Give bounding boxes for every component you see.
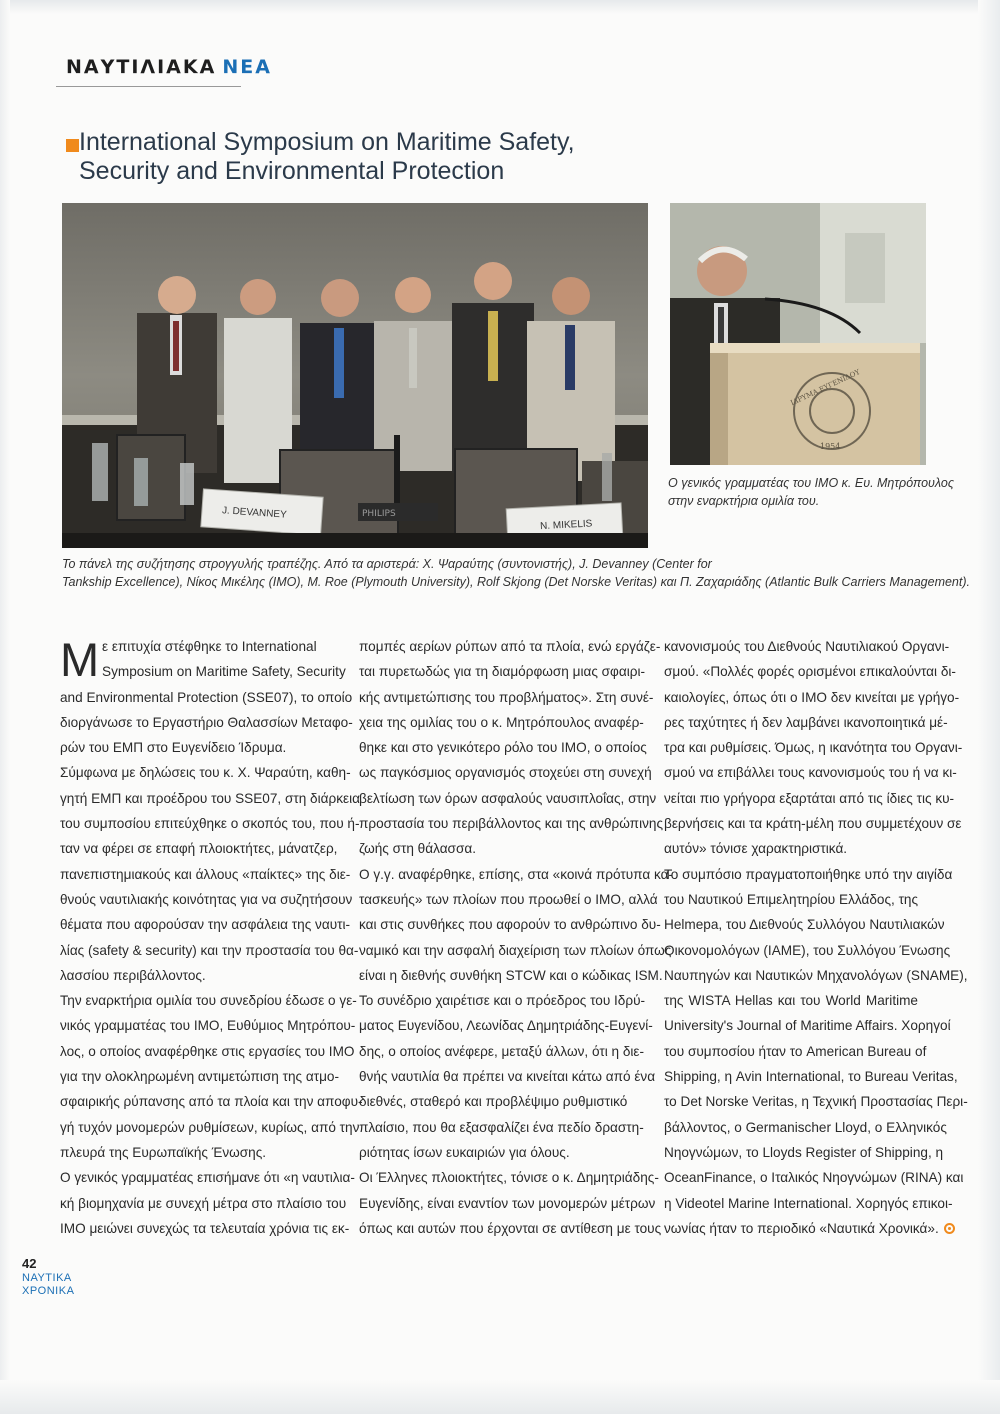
text-line: Το συμπόσιο πραγματοποιήθηκε υπό την αιγίδα	[664, 866, 953, 882]
text-line: ως παγκόσμιος οργανισμός στοχεύει στη συνεχή	[359, 765, 652, 781]
body-column-3	[664, 634, 968, 1241]
text-line: γή τυχόν μονομερών ρυθμίσεων, κυρίως, από την	[60, 1119, 360, 1135]
magazine-name-line1: ΝΑΥΤΙΚΑ	[22, 1272, 72, 1284]
speaker-caption-line1: Ο γενικός γραμματέας του ΙΜΟ κ. Ευ. Μητρόπουλος	[668, 476, 954, 490]
article-end-icon	[944, 1223, 955, 1234]
text-line: Symposium on Maritime Safety, Security	[102, 664, 346, 680]
text-line: βελτίωση των όρων ασφαλούς ναυσιπλοΐας, στην	[359, 790, 657, 806]
text-line: θηκε και στο γενικότερο ρόλο του ΙΜΟ, ο οποίος	[359, 740, 647, 756]
text-line: πανεπιστημιακούς και άλλους «παίκτες» της διε-	[60, 866, 351, 882]
magazine-name-line2: ΧΡΟΝΙΚΑ	[22, 1285, 75, 1297]
text-line: OceanFinance, ο Ιταλικός Νηογνώμων (RINA) και	[664, 1170, 964, 1186]
body-column-1	[60, 633, 363, 1241]
scan-edge-top	[0, 0, 1000, 14]
text-line: προστασία του περιβάλλοντος και της ανθρώπινης	[359, 816, 663, 832]
text-line: τρα και ρυθμίσεις. Όμως, η ικανότητα του Οργανι-	[664, 740, 963, 756]
text-line: θνής ναυτιλία θα πρέπει να κινείται κάτω από ένα	[359, 1069, 656, 1085]
speaker-photo-caption	[668, 474, 954, 510]
mic-brand-text: PHILIPS	[362, 509, 396, 519]
text-line: χεια της ομιλίας του ο κ. Μητρόπουλος αναφέρ-	[359, 714, 644, 730]
text-line: ΙΜΟ μειώνει συνεχώς τα τελευταία χρόνια τις εκ-	[60, 1220, 350, 1236]
text-line: σφαιρικής ρύπανσης από τα πλοία και την αποφυ-	[60, 1094, 363, 1110]
header-rule	[56, 86, 241, 87]
text-line: Την εναρκτήρια ομιλία του συνεδρίου έδωσε ο γε-	[60, 993, 357, 1009]
text-line: καιολογίες, όπως ότι ο ΙΜΟ δεν κινείται με γρήγο-	[664, 689, 960, 705]
text-line: βάλλοντος, ο Germanischer Lloyd, ο Ελληνικός	[664, 1119, 947, 1135]
text-line: τασκευής» των πλοίων που προωθεί ο ΙΜΟ, αλλά	[359, 891, 658, 907]
magazine-name	[22, 1272, 74, 1298]
text-line: βερνήσεις και τα κράτη-μέλη που συμμετέχουν σε	[664, 816, 962, 832]
text-line: κής αντιμετώπισης του προβλήματος». Στη συνέ-	[359, 689, 654, 705]
text-line: πομπές αερίων ρύπων από τα πλοία, ενώ εργάζε-	[359, 639, 661, 654]
text-line: νικός γραμματέας του ΙΜΟ, Ευθύμιος Μητρόπου-	[60, 1018, 356, 1034]
text-line: ρών του ΕΜΠ στο Ευγενίδειο Ίδρυμα.	[60, 740, 287, 756]
text-line: ται πυρετωδώς για τη διαμόρφωση μιας σφαιρι-	[359, 664, 646, 680]
text-line: λίας (safety & security) και την προστασία του θα-	[60, 942, 359, 958]
section-header-word2: ΝΕΑ	[222, 56, 272, 78]
text-line: και στις συνθήκες που αφορούν το ανθρώπινο δυ-	[359, 917, 661, 933]
text-line: Shipping, η Avin International, το Bureau Veritas,	[664, 1069, 958, 1085]
text-line: Ο γ.γ. αναφέρθηκε, επίσης, στα «κοινά πρότυπα κα-	[359, 866, 673, 882]
text-line: του συμποσίου επιτεύχθηκε ο σκοπός του, που ή-	[60, 816, 360, 832]
text-line: University's Journal of Maritime Affairs. Χορηγοί	[664, 1018, 951, 1034]
scan-edge-right	[978, 0, 1000, 1414]
text-line: γητή ΕΜΠ και προέδρου του SSE07, στη διάρκεια	[60, 790, 360, 806]
panel-photo	[62, 203, 648, 548]
text-line: σμού. «Πολλές φορές ορισμένοι επικαλούνται δι-	[664, 664, 956, 680]
text-line: ταν να φέρει σε επαφή πλοιοκτήτες, μάνατζερ,	[60, 841, 338, 857]
scan-edge-left	[0, 0, 10, 1414]
panel-caption-line2: Tankship Excellence), Νίκος Μικέλης (ΙΜΟ), M. Roe (Plymouth University), Rolf Skjong (Det Norske Veritas) και Π. Ζαχαριάδης (Atlantic Bulk Carriers Management).	[62, 575, 970, 589]
text-line: του Ναυτικού Επιμελητηρίου Ελλάδος, της	[664, 891, 919, 907]
text-line: λασσίου περιβάλλοντος.	[60, 967, 206, 983]
text-line: θέματα που αφορούσαν την ασφάλεια της ναυτι-	[60, 917, 351, 933]
text-line: είναι η διεθνής συνθήκη STCW και ο κώδικας ISM.	[359, 967, 663, 983]
text-line: ρες ταχύτητες ή δεν λαμβάνει ικανοποιητικά μέ-	[664, 714, 948, 730]
title-bullet-square	[66, 139, 79, 152]
text-line: Οικονομολόγων (IAME), του Συλλόγου Ένωσης	[664, 942, 951, 958]
panel-photo-caption	[62, 555, 970, 591]
text-line: Ο γενικός γραμματέας επισήμανε ότι «η ναυτιλια-	[60, 1170, 355, 1186]
text-line: λος, ο οποίος αναφέρθηκε στις εργασίες του ΙΜΟ	[60, 1043, 355, 1059]
name-card-left-text: J. DEVANNEY	[221, 505, 288, 521]
article-title-line1: International Symposium on Maritime Safety,	[79, 128, 575, 156]
text-line: and Environmental Protection (SSE07), το οποίο	[60, 689, 353, 705]
text-line: διεθνές, σταθερό και προβλέψιμο ρυθμιστικό	[359, 1094, 628, 1110]
drop-cap: Μ	[60, 633, 100, 686]
text-line: για την ολοκληρωμένη αντιμετώπιση της ατμο-	[60, 1069, 340, 1085]
text-line: ριότητας ίσων ευκαιριών για όλους.	[359, 1144, 570, 1160]
text-line: πλευρά της Ευρωπαϊκής Ένωσης.	[60, 1144, 267, 1160]
speaker-caption-line2: στην εναρκτήρια ομιλία του.	[668, 494, 820, 508]
text-line: αυτόν» τόνισε χαρακτηριστικά.	[664, 841, 848, 857]
name-card-right-text: N. MIKELIS	[539, 518, 593, 533]
text-line: διοργάνωσε το Εργαστήριο Θαλασσίων Μεταφο-	[60, 714, 353, 730]
text-line: θνούς ναυτιλιακής κοινότητας για να συζητήσουν	[60, 891, 353, 907]
final-line-text: νωνίας ήταν το περιοδικό «Ναυτικά Χρονικά».	[664, 1220, 939, 1236]
text-line: το Det Norske Veritas, η Τεχνική Προστασίας Περι-	[664, 1094, 968, 1110]
section-header-word1: ΝΑΥΤΙΛΙΑΚΑ	[66, 56, 217, 78]
text-line: όπως και αυτών που έρχονται σε αντίθεση με τους	[359, 1220, 662, 1236]
text-line: κή βιομηχανία με συνεχή μέτρα στο πλαίσιο του	[60, 1195, 347, 1211]
text-line: Ναυπηγών και Ναυτικών Μηχανολόγων (SNAME),	[664, 967, 968, 983]
lectern-seal-text: ΙΔΡΥΜΑ ΕΥΓΕΝΙΔΟΥ	[789, 368, 862, 408]
body-column-2	[359, 634, 673, 1241]
scan-edge-bottom	[0, 1380, 1000, 1414]
lectern-seal-year: 1954	[820, 442, 841, 451]
text-line: Το συνέδριο χαιρέτισε και ο πρόεδρος του Ιδρύ-	[359, 993, 646, 1009]
text-line: της WISTA Hellas και του World Maritime	[664, 993, 918, 1009]
panel-caption-line1: Το πάνελ της συζήτησης στρογγυλής τραπέζης. Από τα αριστερά: Χ. Ψαραύτης (συντονιστής), J. Devanney (Center for	[62, 557, 712, 571]
text-line: ματος Ευγενίδου, Λεωνίδας Δημητριάδης-Ευγενί-	[359, 1018, 653, 1034]
article-title	[66, 128, 686, 186]
text-line-final	[664, 1216, 939, 1241]
text-line: Σύμφωνα με δηλώσεις του κ. Χ. Ψαραύτη, καθη-	[60, 765, 351, 781]
article-title-line2: Security and Environmental Protection	[79, 157, 505, 185]
speaker-photo	[670, 203, 926, 465]
text-line: η Videotel Marine International. Χορηγός επικοι-	[664, 1195, 953, 1211]
text-line: Ευγενίδης, είναι εναντίον των μονομερών μέτρων	[359, 1195, 656, 1211]
text-line: Helmepa, του Διεθνούς Συλλόγου Ναυτιλιακών	[664, 917, 945, 933]
text-line: δης, ο οποίος ανέφερε, μεταξύ άλλων, ότι η διε-	[359, 1043, 645, 1059]
section-header	[66, 56, 272, 78]
text-line: του συμποσίου ήταν το American Bureau of	[664, 1043, 927, 1059]
text-line: νείται πιο γρήγορα εξαρτάται από τις ίδιες τις κυ-	[664, 790, 955, 806]
page-number: 42	[22, 1256, 37, 1271]
text-line: ναμικό και την ασφαλή διαχείριση των πλοίων όπως	[359, 942, 672, 958]
text-line: ε επιτυχία στέφθηκε το International	[102, 639, 317, 654]
text-line: κανονισμούς του Διεθνούς Ναυτιλιακού Οργανι-	[664, 639, 950, 654]
text-line: ζωής στη θάλασσα.	[359, 841, 476, 857]
text-line: πλαίσιο, που θα εξασφαλίζει ένα πεδίο δραστη-	[359, 1119, 644, 1135]
text-line: σμού να επιβάλλει τους κανονισμούς του ή να κι-	[664, 765, 957, 781]
text-line: Νηογνώμων, το Lloyds Register of Shipping, η	[664, 1144, 944, 1160]
text-line: Οι Έλληνες πλοιοκτήτες, τόνισε ο κ. Δημητριάδης-	[359, 1170, 659, 1186]
